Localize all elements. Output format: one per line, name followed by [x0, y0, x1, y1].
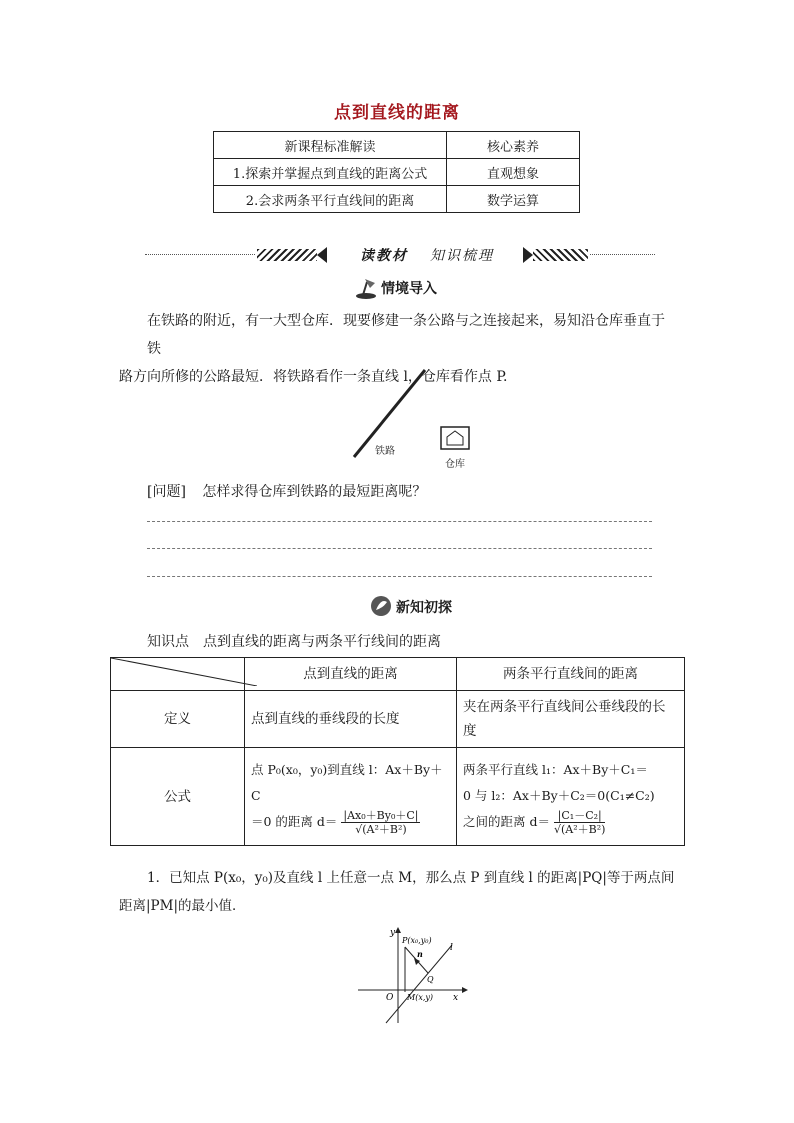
answer-line — [147, 576, 652, 577]
table-cell: 直观想象 — [447, 159, 580, 186]
label-y: y — [390, 928, 396, 938]
banner-left-text: 读教材 — [360, 248, 408, 264]
section-banner — [145, 245, 655, 265]
section-heading-2: 新知初探 — [370, 594, 490, 618]
row-label-formula: 公式 — [111, 748, 245, 846]
table-cell: 1.探索并掌握点到直线的距离公式 — [214, 159, 447, 186]
label-x: x — [453, 993, 459, 1003]
label-l: l — [450, 943, 453, 953]
note-line-2: 距离|PM|的最小值． — [119, 898, 246, 914]
table-cell: 点到直线的垂线段的长度 — [245, 691, 457, 748]
arrow-left-icon — [317, 247, 327, 263]
normal-arrow-icon — [414, 958, 420, 965]
leaf-icon — [370, 594, 392, 618]
fraction: $\frac{\text{|C₁－C₂|}}{\text{√(A²＋B²)}}$ — [553, 809, 606, 836]
railway-label: 铁路 — [375, 446, 395, 457]
x-axis-arrow-icon — [462, 987, 468, 993]
coordinate-graph — [350, 925, 470, 1025]
lamp-icon — [355, 276, 377, 300]
warehouse-box — [441, 427, 469, 449]
warehouse-label: 仓库 — [445, 459, 465, 470]
table-cell: 夹在两条平行直线间公垂线段的长度 — [457, 691, 685, 748]
row-label-definition: 定义 — [111, 691, 245, 748]
knowledge-title: 知识点 点到直线的距离与两条平行线间的距离 — [147, 634, 441, 650]
distance-table — [110, 657, 685, 846]
label-m: M(x,y) — [407, 993, 434, 1002]
question — [147, 481, 426, 501]
banner-right-text: 知识梳理 — [430, 248, 494, 264]
intro-line-2: 路方向所修的公路最短．将铁路看作一条直线 l，仓库看作点 P. — [119, 369, 508, 385]
standards-table — [213, 131, 580, 213]
y-axis-arrow-icon — [395, 927, 401, 933]
table-cell-formula-2: 两条平行直线 l₁：Ax＋By＋C₁＝ 0 与 l₂：Ax＋By＋C₂＝0(C₁≠C₂) 之间的距离 d＝ $\frac{\text{|C₁－C₂|}}{\text{√(A²＋B²)}}$ — [457, 748, 685, 846]
table-header: 点到直线的距离 — [245, 658, 457, 691]
table-header: 两条平行直线间的距离 — [457, 658, 685, 691]
note-line-1: 1．已知点 P(x₀，y₀)及直线 l 上任意一点 M，那么点 P 到直线 l 的距离|PQ|等于两点间 — [147, 870, 675, 886]
label-o: O — [386, 993, 394, 1003]
table-cell: 2.会求两条平行直线间的距离 — [214, 186, 447, 213]
page-title: 点到直线的距离 — [334, 103, 460, 123]
table-cell: 数学运算 — [447, 186, 580, 213]
answer-line — [147, 548, 652, 549]
section-heading-1: 情境导入 — [355, 276, 475, 300]
question-tag: [问题] — [147, 484, 186, 500]
table-cell-formula-1: 点 P₀(x₀，y₀)到直线 l：Ax＋By＋C ＝0 的距离 d＝ $\frac{\text{|Ax₀＋By₀＋C|}}{\text{√(A²＋B²)}}$ — [245, 748, 457, 846]
question-text: 怎样求得仓库到铁路的最短距离呢？ — [202, 484, 427, 500]
label-p: P(x₀,y₀) — [402, 936, 432, 945]
intro-line-1: 在铁路的附近，有一大型仓库．现要修建一条公路与之连接起来，易知沿仓库垂直于铁 — [147, 313, 665, 357]
note-1 — [119, 864, 687, 920]
arrow-right-icon — [523, 247, 533, 263]
fraction: $\frac{\text{|Ax₀＋By₀＋C|}}{\text{√(A²＋B²)}}$ — [343, 809, 419, 836]
table-header: 新课程标准解读 — [214, 132, 447, 159]
table-header: 核心素养 — [447, 132, 580, 159]
label-q: Q — [427, 975, 434, 984]
table-corner-cell — [111, 658, 245, 691]
label-n: n — [417, 949, 423, 959]
answer-line — [147, 521, 652, 522]
